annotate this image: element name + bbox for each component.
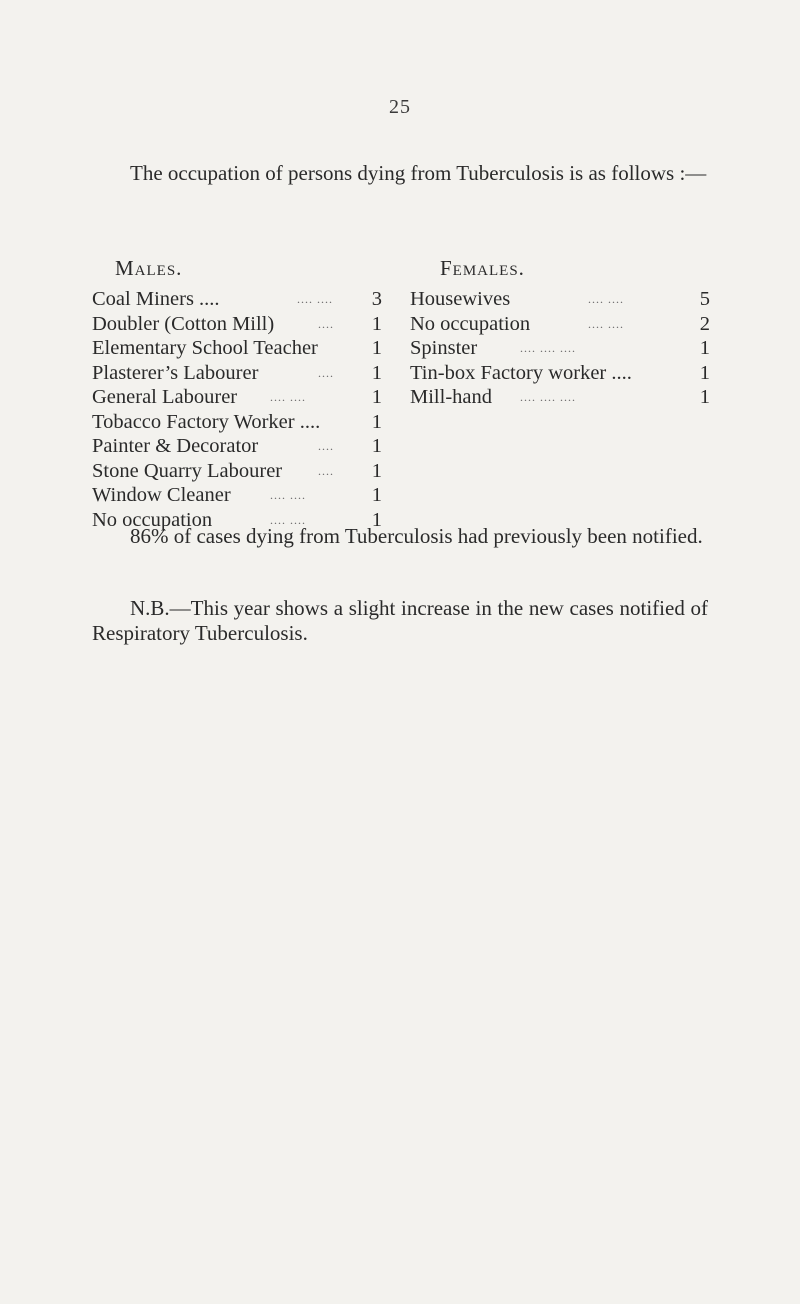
occupation-count: 2 <box>699 312 710 335</box>
table-row <box>92 385 382 410</box>
occupation-count: 1 <box>371 484 382 506</box>
occupation-label: Coal Miners .... <box>92 288 220 310</box>
table-row <box>92 410 382 435</box>
occupation-count: 1 <box>371 312 382 335</box>
occupation-label: Tin-box Factory worker .... <box>410 361 632 384</box>
occupation-count: 5 <box>699 288 710 310</box>
occupation-count: 1 <box>371 361 382 384</box>
occupation-label: Stone Quarry Labourer <box>92 459 283 482</box>
table-row <box>92 361 382 386</box>
dot-leader: .... .... .... <box>520 341 576 355</box>
occupation-label: Spinster <box>410 337 478 359</box>
females-occupation-table <box>410 287 710 410</box>
dot-leader: .... .... <box>297 292 333 306</box>
occupation-label: Mill-hand <box>410 386 492 408</box>
occupation-label: General Labourer <box>92 386 238 408</box>
dot-leader: .... .... <box>588 292 624 306</box>
table-row <box>410 336 710 361</box>
page-number: 25 <box>389 96 411 118</box>
occupation-label: Plasterer’s Labourer <box>92 361 259 384</box>
notified-paragraph: 86% of cases dying from Tuberculosis had previously been notified. <box>130 524 703 548</box>
nb-paragraph: N.B.—This year shows a slight increase in the new cases notified of Respiratory Tuberculosis. <box>92 596 708 645</box>
occupation-count: 1 <box>371 410 382 433</box>
occupation-label: Elementary School Teacher <box>92 337 318 359</box>
females-heading: Females. <box>440 256 525 280</box>
table-row <box>92 483 382 508</box>
occupation-count: 1 <box>699 386 710 408</box>
table-row <box>92 336 382 361</box>
occupation-label: No occupation <box>92 508 213 531</box>
intro-paragraph: The occupation of persons dying from Tuberculosis is as follows :— <box>130 161 707 185</box>
occupation-label: Painter & Decorator <box>92 435 259 457</box>
occupation-label: Housewives <box>410 288 511 310</box>
dot-leader: .... .... <box>588 316 624 331</box>
table-row <box>410 312 710 337</box>
males-heading: Males. <box>115 256 183 280</box>
dot-leader: .... .... <box>270 488 306 502</box>
occupation-count: 1 <box>371 337 382 359</box>
occupation-count: 1 <box>371 508 382 531</box>
occupation-count: 3 <box>371 288 382 310</box>
occupation-count: 1 <box>371 435 382 457</box>
occupation-count: 1 <box>371 386 382 408</box>
table-row <box>410 287 710 312</box>
dot-leader: .... .... <box>270 390 306 404</box>
males-occupation-table <box>92 287 382 532</box>
dot-leader: .... <box>318 439 334 453</box>
occupation-label: No occupation <box>410 312 531 335</box>
occupation-label: Window Cleaner <box>92 484 231 506</box>
occupation-label: Doubler (Cotton Mill) <box>92 312 275 335</box>
table-row <box>92 459 382 484</box>
dot-leader: .... .... .... <box>520 390 576 404</box>
table-row <box>410 385 710 410</box>
table-row <box>92 434 382 459</box>
dot-leader: .... <box>318 365 334 380</box>
occupation-count: 1 <box>699 361 710 384</box>
occupation-count: 1 <box>699 337 710 359</box>
dot-leader: .... <box>318 316 334 331</box>
table-row <box>92 312 382 337</box>
dot-leader: .... .... <box>270 512 306 527</box>
dot-leader: .... <box>318 463 334 478</box>
occupation-label: Tobacco Factory Worker .... <box>92 410 321 433</box>
table-row <box>92 287 382 312</box>
occupation-count: 1 <box>371 459 382 482</box>
table-row <box>410 361 710 386</box>
